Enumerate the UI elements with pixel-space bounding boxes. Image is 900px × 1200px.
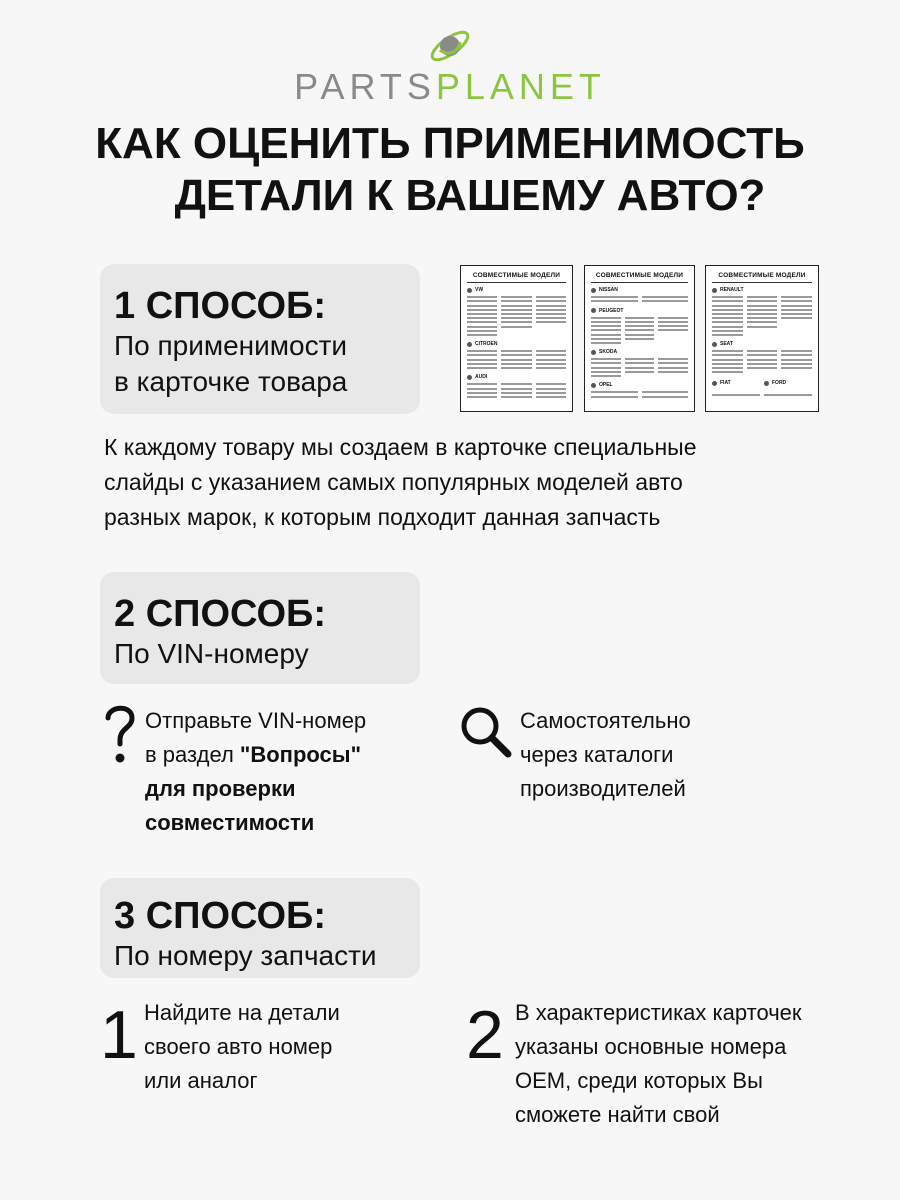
option-line: Отправьте VIN-номер <box>145 708 367 733</box>
method-1-description <box>104 430 794 535</box>
compatibility-slide-2 <box>584 265 695 412</box>
brand-header: SEAT <box>712 341 818 347</box>
method-1-subtitle-line-2: в карточке товара <box>114 366 348 397</box>
step-line: указаны основные номера <box>515 1034 787 1059</box>
slide-title: СОВМЕСТИМЫЕ МОДЕЛИ <box>472 272 561 279</box>
brand-header: FORD <box>764 380 812 386</box>
slide-title: СОВМЕСТИМЫЕ МОДЕЛИ <box>595 272 684 279</box>
method-2-subtitle: По VIN-номеру <box>114 638 309 669</box>
compatibility-slide-3 <box>705 265 819 412</box>
option-line: производителей <box>520 776 686 801</box>
page-title-line-2: ДЕТАЛИ К ВАШЕМУ АВТО? <box>174 171 766 220</box>
page-title-line-1: КАК ОЦЕНИТЬ ПРИМЕНИМОСТЬ <box>95 119 805 168</box>
brand-header: OPEL <box>591 382 694 388</box>
method-3-box <box>100 878 420 978</box>
description-line: слайды с указанием самых популярных моделей авто <box>104 469 683 495</box>
option-line: Самостоятельно <box>520 708 691 733</box>
brand-header: RENAULT <box>712 287 818 293</box>
brand-header: NISSAN <box>591 287 694 293</box>
option-line: через каталоги <box>520 742 674 767</box>
brand-header: VW <box>467 287 572 293</box>
method-1-subtitle-line-1: По применимости <box>114 330 348 361</box>
method-2-box <box>100 572 420 684</box>
planet-logo-icon <box>426 20 474 70</box>
method-3-title: 3 СПОСОБ: <box>114 895 327 937</box>
step-line: OEM, среди которых Вы <box>515 1068 763 1093</box>
step-line: сможете найти свой <box>515 1102 720 1127</box>
option-line: для проверки <box>145 776 296 801</box>
description-line: К каждому товару мы создаем в карточке специальные <box>104 434 697 460</box>
step-line: В характеристиках карточек <box>515 1000 802 1025</box>
step-line: своего авто номер <box>144 1034 333 1059</box>
method-1-box <box>100 264 420 414</box>
compatibility-slide-1 <box>460 265 573 412</box>
vin-question-option <box>145 704 425 840</box>
step-line: или аналог <box>144 1068 258 1093</box>
method-3-subtitle: По номеру запчасти <box>114 940 377 971</box>
method-1-title: 1 СПОСОБ: <box>114 285 327 327</box>
step-number-2: 2 <box>466 997 504 1073</box>
step-number-1: 1 <box>100 997 138 1073</box>
option-line: совместимости <box>145 810 315 835</box>
option-line: в раздел "Вопросы" <box>145 742 362 767</box>
brand-header: SKODA <box>591 349 694 355</box>
slide-title: СОВМЕСТИМЫЕ МОДЕЛИ <box>718 272 806 279</box>
question-mark-icon <box>100 700 140 766</box>
vin-self-option <box>520 704 760 806</box>
brand-header: AUDI <box>467 374 572 380</box>
brand-header: CITROEN <box>467 341 572 347</box>
method-2-title: 2 СПОСОБ: <box>114 593 327 635</box>
part-number-step-2 <box>515 996 865 1132</box>
step-line: Найдите на детали <box>144 1000 340 1025</box>
brand-header: FIAT <box>712 380 760 386</box>
brand-header: PEUGEOT <box>591 308 694 314</box>
description-line: разных марок, к которым подходит данная запчасть <box>104 504 661 530</box>
part-number-step-1 <box>144 996 404 1098</box>
search-icon <box>458 704 512 758</box>
brand-name: PARTSPLANET <box>294 66 606 107</box>
